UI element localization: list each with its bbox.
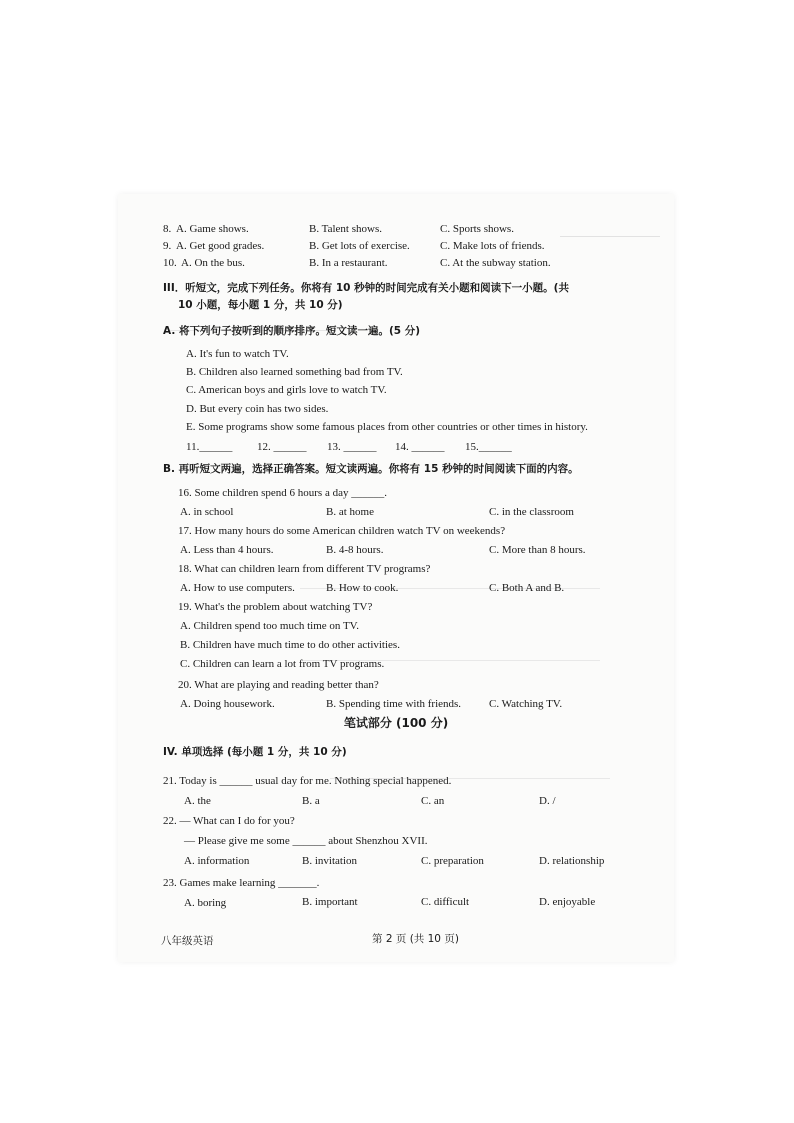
part-b-title: B. 再听短文两遍，选择正确答案。短文读两遍。你将有 15 秒钟的时间阅读下面的内容。 (163, 463, 579, 475)
question-22-line-2: — Please give me some ______ about Shenzhou XVII. (184, 835, 428, 847)
question-17-option-c: C. More than 8 hours. (489, 544, 586, 556)
question-9-option-c: C. Make lots of friends. (440, 240, 545, 252)
section-3-heading-continued: 10 小题，每小题 1 分，共 10 分) (178, 299, 343, 311)
section-4-heading: IV. 单项选择 (每小题 1 分，共 10 分) (163, 746, 347, 758)
question-21-option-c: C. an (421, 795, 445, 807)
question-21-stem: 21. Today is ______ usual day for me. Nothing special happened. (163, 775, 452, 787)
question-20-option-c: C. Watching TV. (489, 698, 563, 710)
question-16-stem: 16. Some children spend 6 hours a day ______. (178, 487, 387, 499)
question-8-option-c: C. Sports shows. (440, 223, 514, 235)
question-19-option-a: A. Children spend too much time on TV. (180, 620, 359, 632)
question-20-option-a: A. Doing housework. (180, 698, 275, 710)
ordering-sentence: D. But every coin has two sides. (186, 403, 329, 415)
question-18-option-b: B. How to cook. (326, 582, 399, 594)
question-22-option-b: B. invitation (302, 855, 357, 867)
question-18-stem: 18. What can children learn from different TV programs? (178, 563, 431, 575)
question-10-number: 10. (163, 257, 177, 269)
question-19-stem: 19. What's the problem about watching TV? (178, 601, 373, 613)
question-10-option-b: B. In a restaurant. (309, 257, 388, 269)
ordering-sentence: A. It's fun to watch TV. (186, 348, 289, 360)
question-23-option-d: D. enjoyable (539, 896, 596, 908)
question-22-option-c: C. preparation (421, 855, 484, 867)
question-9-option-a: A. Get good grades. (176, 240, 265, 252)
question-21-option-b: B. a (302, 795, 320, 807)
ordering-sentence: C. American boys and girls love to watch TV. (186, 384, 387, 396)
answer-blank-13[interactable]: 13. ______ (327, 441, 377, 453)
section-3-heading: III．听短文，完成下列任务。你将有 10 秒钟的时间完成有关小题和阅读下一小题。(共 (163, 282, 569, 294)
question-17-option-a: A. Less than 4 hours. (180, 544, 274, 556)
answer-blank-11[interactable]: 11.______ (186, 441, 233, 453)
ordering-sentence: B. Children also learned something bad from TV. (186, 366, 403, 378)
question-16-option-c: C. in the classroom (489, 506, 574, 518)
question-16-option-b: B. at home (326, 506, 374, 518)
answer-blank-15[interactable]: 15.______ (465, 441, 512, 453)
question-9-number: 9. (163, 240, 172, 252)
question-23-option-b: B. important (302, 896, 358, 908)
question-22-stem: 22. — What can I do for you? (163, 815, 295, 827)
footer-page-number: 第 2 页 (共 10 页) (372, 933, 459, 945)
ordering-sentence: E. Some programs show some famous places from other countries or other times in history. (186, 421, 588, 433)
question-21-option-d: D. / (539, 795, 556, 807)
question-19-option-b: B. Children have much time to do other activities. (180, 639, 400, 651)
question-21-option-a: A. the (184, 795, 211, 807)
question-8-option-b: B. Talent shows. (309, 223, 382, 235)
question-22-option-d: D. relationship (539, 855, 605, 867)
question-16-option-a: A. in school (180, 506, 234, 518)
question-23-option-c: C. difficult (421, 896, 470, 908)
question-22-option-a: A. information (184, 855, 250, 867)
question-17-stem: 17. How many hours do some American children watch TV on weekends? (178, 525, 506, 537)
question-10-option-c: C. At the subway station. (440, 257, 551, 269)
answer-blank-12[interactable]: 12. ______ (257, 441, 307, 453)
question-17-option-b: B. 4-8 hours. (326, 544, 384, 556)
footer-subject: 八年级英语 (161, 935, 214, 947)
question-20-option-b: B. Spending time with friends. (326, 698, 462, 710)
question-18-option-a: A. How to use computers. (180, 582, 295, 594)
question-18-option-c: C. Both A and B. (489, 582, 565, 594)
question-23-option-a: A. boring (184, 897, 227, 909)
written-part-title: 笔试部分 (100 分) (343, 716, 449, 730)
question-10-option-a: A. On the bus. (181, 257, 245, 269)
part-a-title: A. 将下列句子按听到的顺序排序。短文读一遍。(5 分) (163, 325, 421, 337)
question-19-option-c: C. Children can learn a lot from TV programs. (180, 658, 385, 670)
bleed-through-mark (560, 224, 660, 237)
question-8-option-a: A. Game shows. (176, 223, 249, 235)
question-23-stem: 23. Games make learning _______. (163, 877, 320, 889)
answer-blank-14[interactable]: 14. ______ (395, 441, 445, 453)
question-8-number: 8. (163, 223, 172, 235)
question-9-option-b: B. Get lots of exercise. (309, 240, 410, 252)
question-20-stem: 20. What are playing and reading better than? (178, 679, 379, 691)
